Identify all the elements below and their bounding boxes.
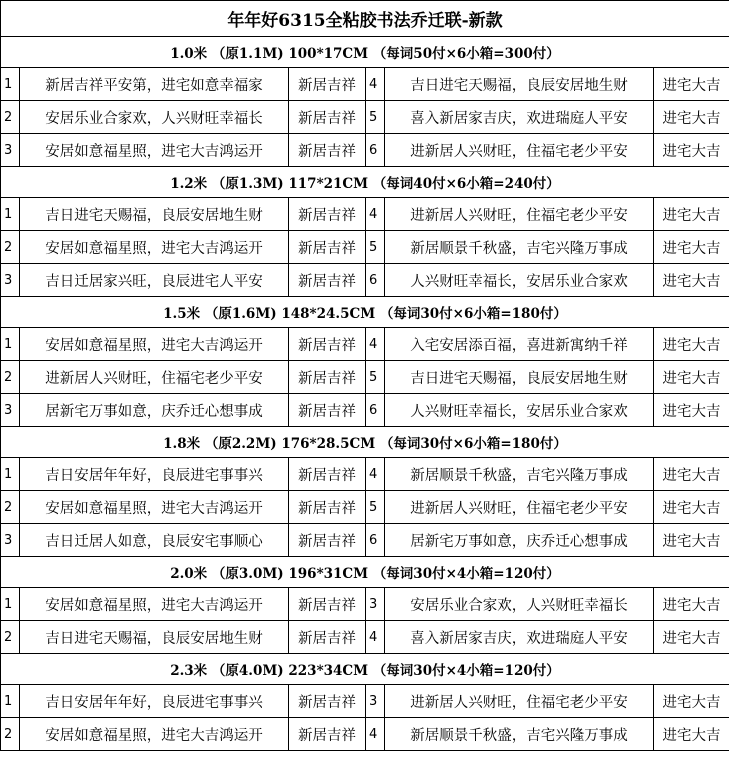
left-couplet-cell: 安居乐业合家欢，人兴财旺幸福长 — [20, 101, 289, 134]
right-banner-cell: 进宅大吉 — [654, 231, 729, 264]
right-couplet-cell: 吉日进宅天赐福，良辰安居地生财 — [385, 361, 654, 394]
table-row — [1, 264, 729, 297]
left-index-cell: 1 — [1, 458, 20, 491]
section-header: 1.0米 （原1.1M) 100*17CM （每词50付×6小箱=300付） — [1, 37, 729, 68]
left-couplet-cell: 安居如意福星照，进宅大吉鸿运开 — [20, 718, 289, 751]
right-banner-cell: 进宅大吉 — [654, 718, 729, 751]
right-index-cell: 4 — [366, 718, 385, 751]
right-banner-cell: 进宅大吉 — [654, 394, 729, 427]
left-index-cell: 3 — [1, 524, 20, 557]
left-banner-cell: 新居吉祥 — [289, 394, 366, 427]
right-couplet-cell: 进新居人兴财旺，住福宅老少平安 — [385, 491, 654, 524]
left-index-cell: 1 — [1, 588, 20, 621]
left-couplet-cell: 吉日进宅天赐福，良辰安居地生财 — [20, 198, 289, 231]
right-couplet-cell: 进新居人兴财旺，住福宅老少平安 — [385, 685, 654, 718]
right-couplet-cell: 喜入新居家吉庆，欢进瑞庭人平安 — [385, 101, 654, 134]
right-banner-cell: 进宅大吉 — [654, 198, 729, 231]
left-index-cell: 2 — [1, 491, 20, 524]
right-banner-cell: 进宅大吉 — [654, 491, 729, 524]
left-banner-cell: 新居吉祥 — [289, 685, 366, 718]
left-banner-cell: 新居吉祥 — [289, 621, 366, 654]
table-row — [1, 621, 729, 654]
table-row — [1, 68, 729, 101]
left-couplet-cell: 安居如意福星照，进宅大吉鸿运开 — [20, 134, 289, 167]
right-couplet-cell: 新居顺景千秋盛，吉宅兴隆万事成 — [385, 231, 654, 264]
left-couplet-cell: 安居如意福星照，进宅大吉鸿运开 — [20, 491, 289, 524]
left-index-cell: 3 — [1, 394, 20, 427]
left-couplet-cell: 吉日迁居家兴旺，良辰进宅人平安 — [20, 264, 289, 297]
section-header: 1.8米 （原2.2M) 176*28.5CM （每词30付×6小箱=180付） — [1, 427, 729, 458]
left-banner-cell: 新居吉祥 — [289, 524, 366, 557]
table-row — [1, 588, 729, 621]
left-index-cell: 2 — [1, 231, 20, 264]
right-couplet-cell: 人兴财旺幸福长，安居乐业合家欢 — [385, 264, 654, 297]
left-couplet-cell: 吉日安居年年好，良辰进宅事事兴 — [20, 458, 289, 491]
left-banner-cell: 新居吉祥 — [289, 264, 366, 297]
section-header: 1.5米 （原1.6M) 148*24.5CM （每词30付×6小箱=180付） — [1, 297, 729, 328]
right-couplet-cell: 人兴财旺幸福长，安居乐业合家欢 — [385, 394, 654, 427]
section-header: 2.3米 （原4.0M) 223*34CM （每词30付×4小箱=120付） — [1, 654, 729, 685]
left-banner-cell: 新居吉祥 — [289, 231, 366, 264]
left-index-cell: 1 — [1, 68, 20, 101]
section-header-row — [1, 557, 729, 588]
left-index-cell: 1 — [1, 328, 20, 361]
right-couplet-cell: 居新宅万事如意，庆乔迁心想事成 — [385, 524, 654, 557]
table-row — [1, 685, 729, 718]
left-banner-cell: 新居吉祥 — [289, 328, 366, 361]
right-couplet-cell: 吉日进宅天赐福，良辰安居地生财 — [385, 68, 654, 101]
right-couplet-cell: 安居乐业合家欢，人兴财旺幸福长 — [385, 588, 654, 621]
table-row — [1, 231, 729, 264]
table-row — [1, 328, 729, 361]
left-couplet-cell: 安居如意福星照，进宅大吉鸿运开 — [20, 328, 289, 361]
right-banner-cell: 进宅大吉 — [654, 588, 729, 621]
left-index-cell: 1 — [1, 685, 20, 718]
table-row — [1, 101, 729, 134]
right-index-cell: 5 — [366, 491, 385, 524]
left-index-cell: 3 — [1, 134, 20, 167]
right-banner-cell: 进宅大吉 — [654, 101, 729, 134]
right-banner-cell: 进宅大吉 — [654, 361, 729, 394]
left-banner-cell: 新居吉祥 — [289, 458, 366, 491]
left-couplet-cell: 吉日安居年年好，良辰进宅事事兴 — [20, 685, 289, 718]
left-banner-cell: 新居吉祥 — [289, 68, 366, 101]
section-header: 1.2米 （原1.3M) 117*21CM （每词40付×6小箱=240付） — [1, 167, 729, 198]
left-couplet-cell: 居新宅万事如意，庆乔迁心想事成 — [20, 394, 289, 427]
right-index-cell: 6 — [366, 524, 385, 557]
left-index-cell: 3 — [1, 264, 20, 297]
left-index-cell: 2 — [1, 718, 20, 751]
right-index-cell: 4 — [366, 458, 385, 491]
sheet-title: 年年好6315全粘胶书法乔迁联-新款 — [1, 1, 729, 37]
right-couplet-cell: 进新居人兴财旺，住福宅老少平安 — [385, 198, 654, 231]
table-row — [1, 524, 729, 557]
right-index-cell: 6 — [366, 134, 385, 167]
right-index-cell: 4 — [366, 68, 385, 101]
right-index-cell: 3 — [366, 685, 385, 718]
right-banner-cell: 进宅大吉 — [654, 328, 729, 361]
right-couplet-cell: 入宅安居添百福，喜进新寓纳千祥 — [385, 328, 654, 361]
right-index-cell: 6 — [366, 394, 385, 427]
right-index-cell: 4 — [366, 621, 385, 654]
right-banner-cell: 进宅大吉 — [654, 621, 729, 654]
right-index-cell: 5 — [366, 101, 385, 134]
left-banner-cell: 新居吉祥 — [289, 588, 366, 621]
left-banner-cell: 新居吉祥 — [289, 491, 366, 524]
table-row — [1, 491, 729, 524]
left-couplet-cell: 安居如意福星照，进宅大吉鸿运开 — [20, 231, 289, 264]
right-index-cell: 5 — [366, 361, 385, 394]
left-banner-cell: 新居吉祥 — [289, 718, 366, 751]
section-header-row — [1, 167, 729, 198]
left-index-cell: 2 — [1, 101, 20, 134]
table-row — [1, 361, 729, 394]
left-index-cell: 1 — [1, 198, 20, 231]
left-banner-cell: 新居吉祥 — [289, 198, 366, 231]
left-banner-cell: 新居吉祥 — [289, 134, 366, 167]
table-row — [1, 718, 729, 751]
right-index-cell: 3 — [366, 588, 385, 621]
left-banner-cell: 新居吉祥 — [289, 101, 366, 134]
left-couplet-cell: 进新居人兴财旺，住福宅老少平安 — [20, 361, 289, 394]
right-banner-cell: 进宅大吉 — [654, 134, 729, 167]
right-index-cell: 4 — [366, 328, 385, 361]
right-banner-cell: 进宅大吉 — [654, 264, 729, 297]
section-header-row — [1, 654, 729, 685]
left-index-cell: 2 — [1, 361, 20, 394]
right-couplet-cell: 喜入新居家吉庆，欢进瑞庭人平安 — [385, 621, 654, 654]
table-row — [1, 134, 729, 167]
section-header-row — [1, 427, 729, 458]
section-header-row — [1, 297, 729, 328]
section-header: 2.0米 （原3.0M) 196*31CM （每词30付×4小箱=120付） — [1, 557, 729, 588]
right-couplet-cell: 新居顺景千秋盛，吉宅兴隆万事成 — [385, 458, 654, 491]
right-banner-cell: 进宅大吉 — [654, 68, 729, 101]
left-couplet-cell: 新居吉祥平安第，进宅如意幸福家 — [20, 68, 289, 101]
right-index-cell: 5 — [366, 231, 385, 264]
left-index-cell: 2 — [1, 621, 20, 654]
left-couplet-cell: 安居如意福星照，进宅大吉鸿运开 — [20, 588, 289, 621]
right-index-cell: 4 — [366, 198, 385, 231]
title-row — [1, 1, 729, 37]
section-header-row — [1, 37, 729, 68]
right-couplet-cell: 新居顺景千秋盛，吉宅兴隆万事成 — [385, 718, 654, 751]
left-couplet-cell: 吉日进宅天赐福，良辰安居地生财 — [20, 621, 289, 654]
left-couplet-cell: 吉日迁居人如意，良辰安宅事顺心 — [20, 524, 289, 557]
table-row — [1, 394, 729, 427]
table-row — [1, 198, 729, 231]
right-couplet-cell: 进新居人兴财旺，住福宅老少平安 — [385, 134, 654, 167]
table-row — [1, 458, 729, 491]
left-banner-cell: 新居吉祥 — [289, 361, 366, 394]
right-banner-cell: 进宅大吉 — [654, 458, 729, 491]
right-banner-cell: 进宅大吉 — [654, 685, 729, 718]
right-banner-cell: 进宅大吉 — [654, 524, 729, 557]
right-index-cell: 6 — [366, 264, 385, 297]
